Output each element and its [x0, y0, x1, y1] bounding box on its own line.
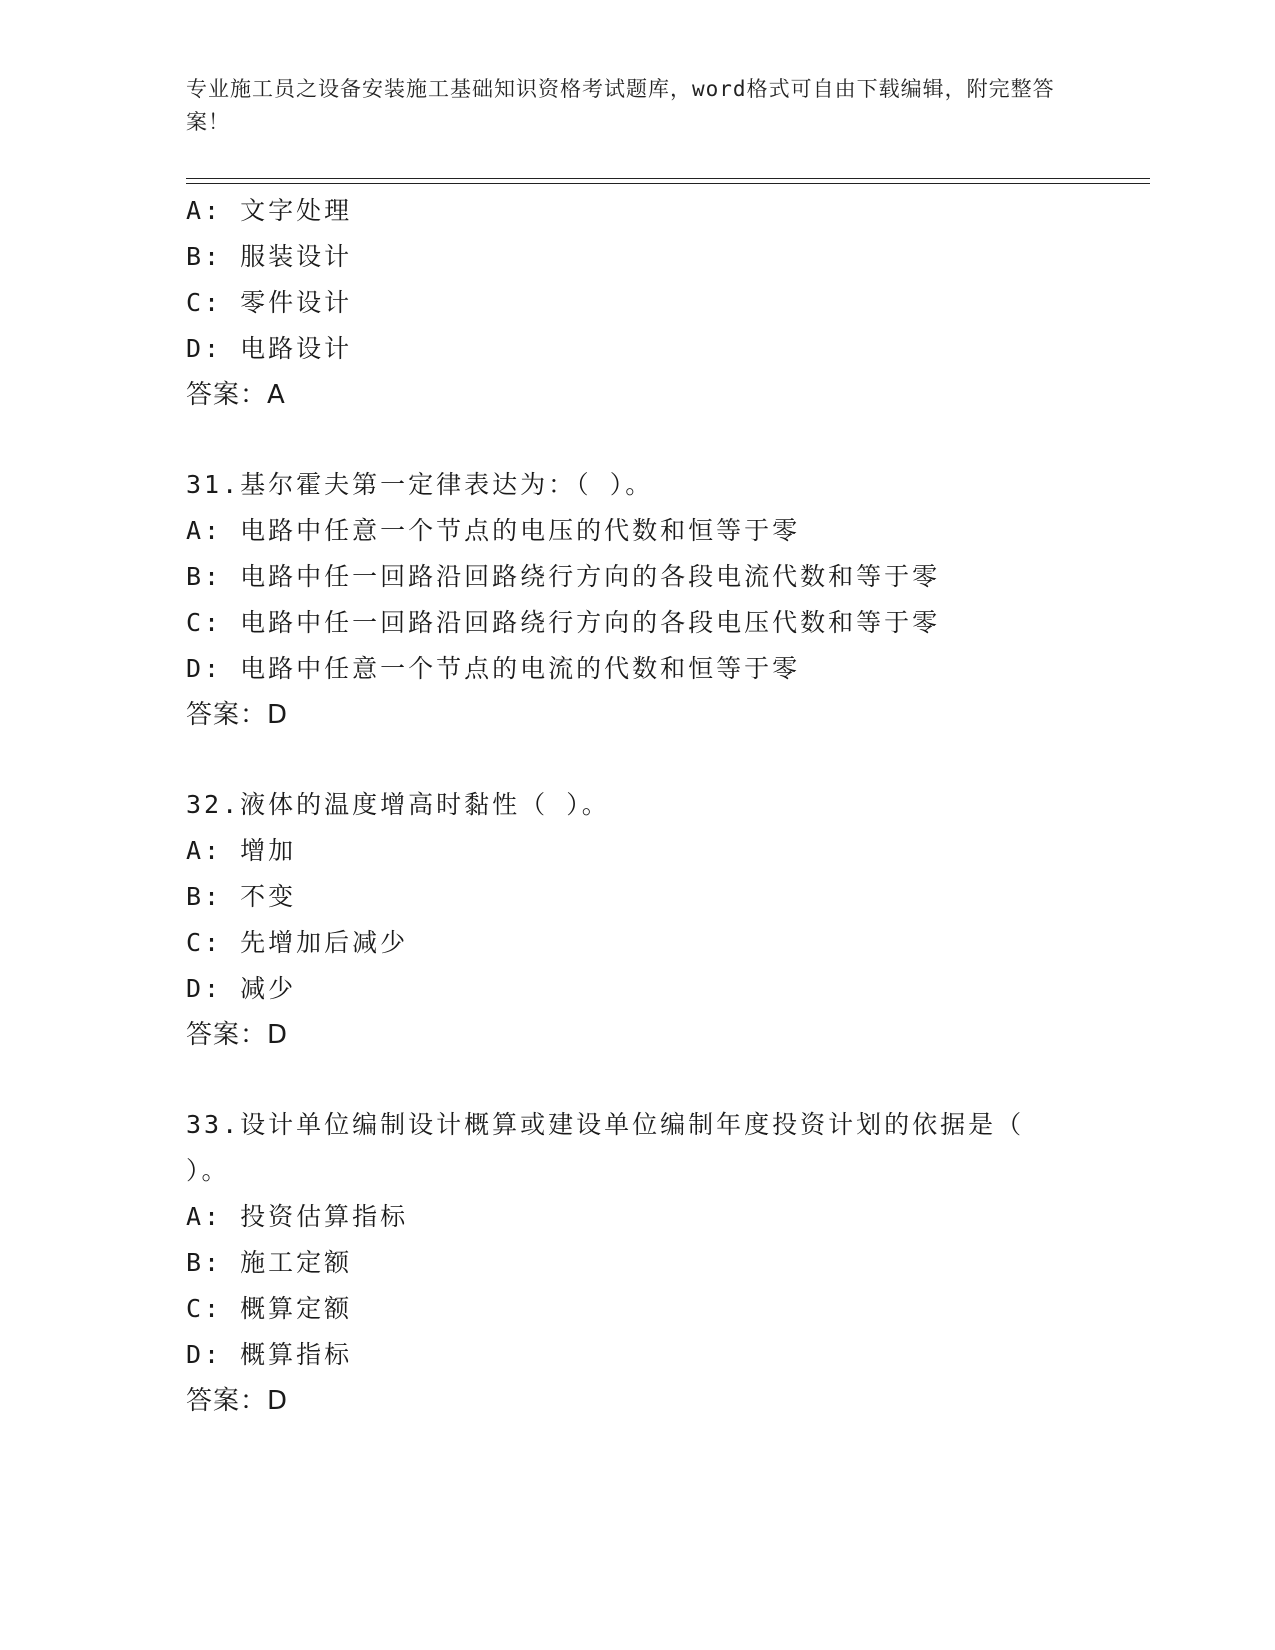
- spacer: [186, 738, 1146, 782]
- option-d: D: 减少: [186, 974, 297, 1003]
- option-b: B: 服装设计: [186, 242, 353, 271]
- question-32: [186, 782, 1146, 1058]
- spacer: [186, 1058, 1146, 1102]
- option-d: D: 电路设计: [186, 334, 353, 363]
- spacer: [186, 418, 1146, 462]
- option-d: D: 电路中任意一个节点的电流的代数和恒等于零: [186, 654, 801, 683]
- option-c: C: 概算定额: [186, 1294, 353, 1323]
- option-b: B: 电路中任一回路沿回路绕行方向的各段电流代数和等于零: [186, 562, 941, 591]
- option-c: C: 先增加后减少: [186, 928, 409, 957]
- option-b: B: 不变: [186, 882, 297, 911]
- option-a: A: 电路中任意一个节点的电压的代数和恒等于零: [186, 516, 801, 545]
- answer: 答案：A: [186, 380, 286, 410]
- question-text: 32.液体的温度增高时黏性（ ）。: [186, 790, 610, 819]
- option-a: A: 增加: [186, 836, 297, 865]
- question-list: [186, 188, 1146, 1424]
- option-b: B: 施工定额: [186, 1248, 353, 1277]
- answer: 答案：D: [186, 1020, 289, 1050]
- answer: 答案：D: [186, 700, 289, 730]
- answer: 答案：D: [186, 1386, 289, 1416]
- document-header: 专业施工员之设备安装施工基础知识资格考试题库，word格式可自由下载编辑，附完整答案！: [186, 77, 1055, 134]
- question-33: [186, 1102, 1146, 1424]
- question-30: [186, 188, 1146, 418]
- option-d: D: 概算指标: [186, 1340, 353, 1369]
- option-c: C: 零件设计: [186, 288, 353, 317]
- header-rule-top: [186, 178, 1150, 179]
- header-rule-bottom: [186, 183, 1150, 184]
- option-a: A: 文字处理: [186, 196, 353, 225]
- question-31: [186, 462, 1146, 738]
- question-text-line-2: ）。: [186, 1156, 230, 1185]
- question-text-line-1: 33.设计单位编制设计概算或建设单位编制年度投资计划的依据是（: [186, 1110, 1025, 1139]
- option-a: A: 投资估算指标: [186, 1202, 409, 1231]
- option-c: C: 电路中任一回路沿回路绕行方向的各段电压代数和等于零: [186, 608, 941, 637]
- question-text: 31.基尔霍夫第一定律表达为：（ ）。: [186, 470, 654, 499]
